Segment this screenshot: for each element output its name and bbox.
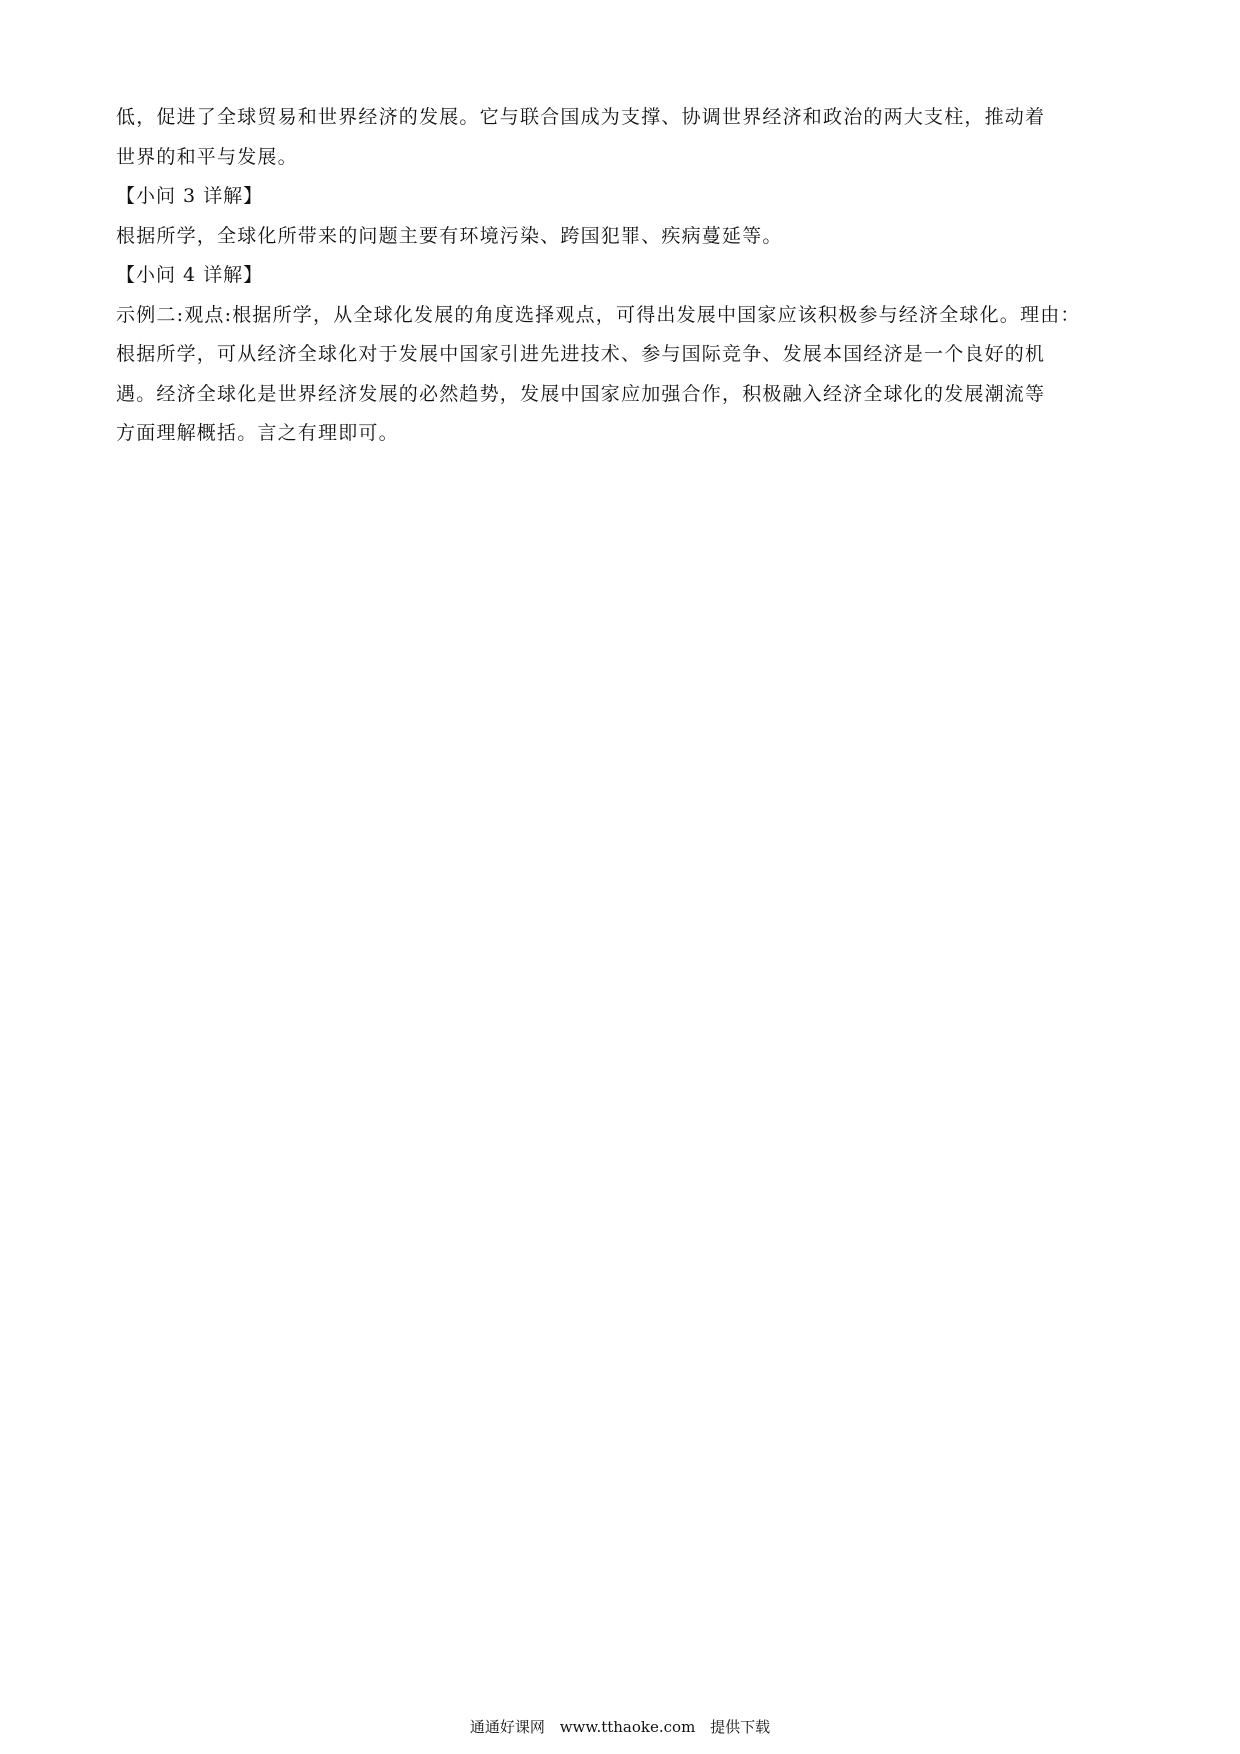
footer-suffix: 提供下载 (710, 1718, 771, 1736)
page-footer (0, 1717, 1240, 1737)
text-line: 方面理解概括。言之有理即可。 (116, 422, 399, 444)
text-line: 根据所学，可从经济全球化对于发展中国家引进先进技术、参与国际竞争、发展本国经济是一个良好的机 (116, 343, 1046, 365)
text-line: 根据所学，全球化所带来的问题主要有环境污染、跨国犯罪、疾病蔓延等。 (116, 224, 783, 247)
paragraph-q3-answer (116, 217, 1126, 257)
text-line: 低，促进了全球贸易和世界经济的发展。它与联合国成为支撑、协调世界经济和政治的两大支柱，推动着 (116, 106, 1046, 128)
paragraph-continuation (116, 98, 1126, 177)
text-line: 遇。经济全球化是世界经济发展的必然趋势，发展中国家应加强合作，积极融入经济全球化的发展潮流等 (116, 382, 1046, 405)
section-heading-q3: 【小问 3 详解】 (116, 185, 264, 207)
text-line: 示例二:观点:根据所学，从全球化发展的角度选择观点，可得出发展中国家应该积极参与经济全球化。理由： (116, 303, 1081, 326)
section-heading-q4: 【小问 4 详解】 (116, 264, 264, 286)
paragraph-q4-answer (116, 296, 1126, 454)
document-body (116, 98, 1126, 454)
footer-site-name: 通通好课网 (469, 1718, 545, 1736)
text-line: 世界的和平与发展。 (116, 145, 298, 168)
footer-url-link[interactable]: www.tthaoke.com (559, 1718, 696, 1736)
